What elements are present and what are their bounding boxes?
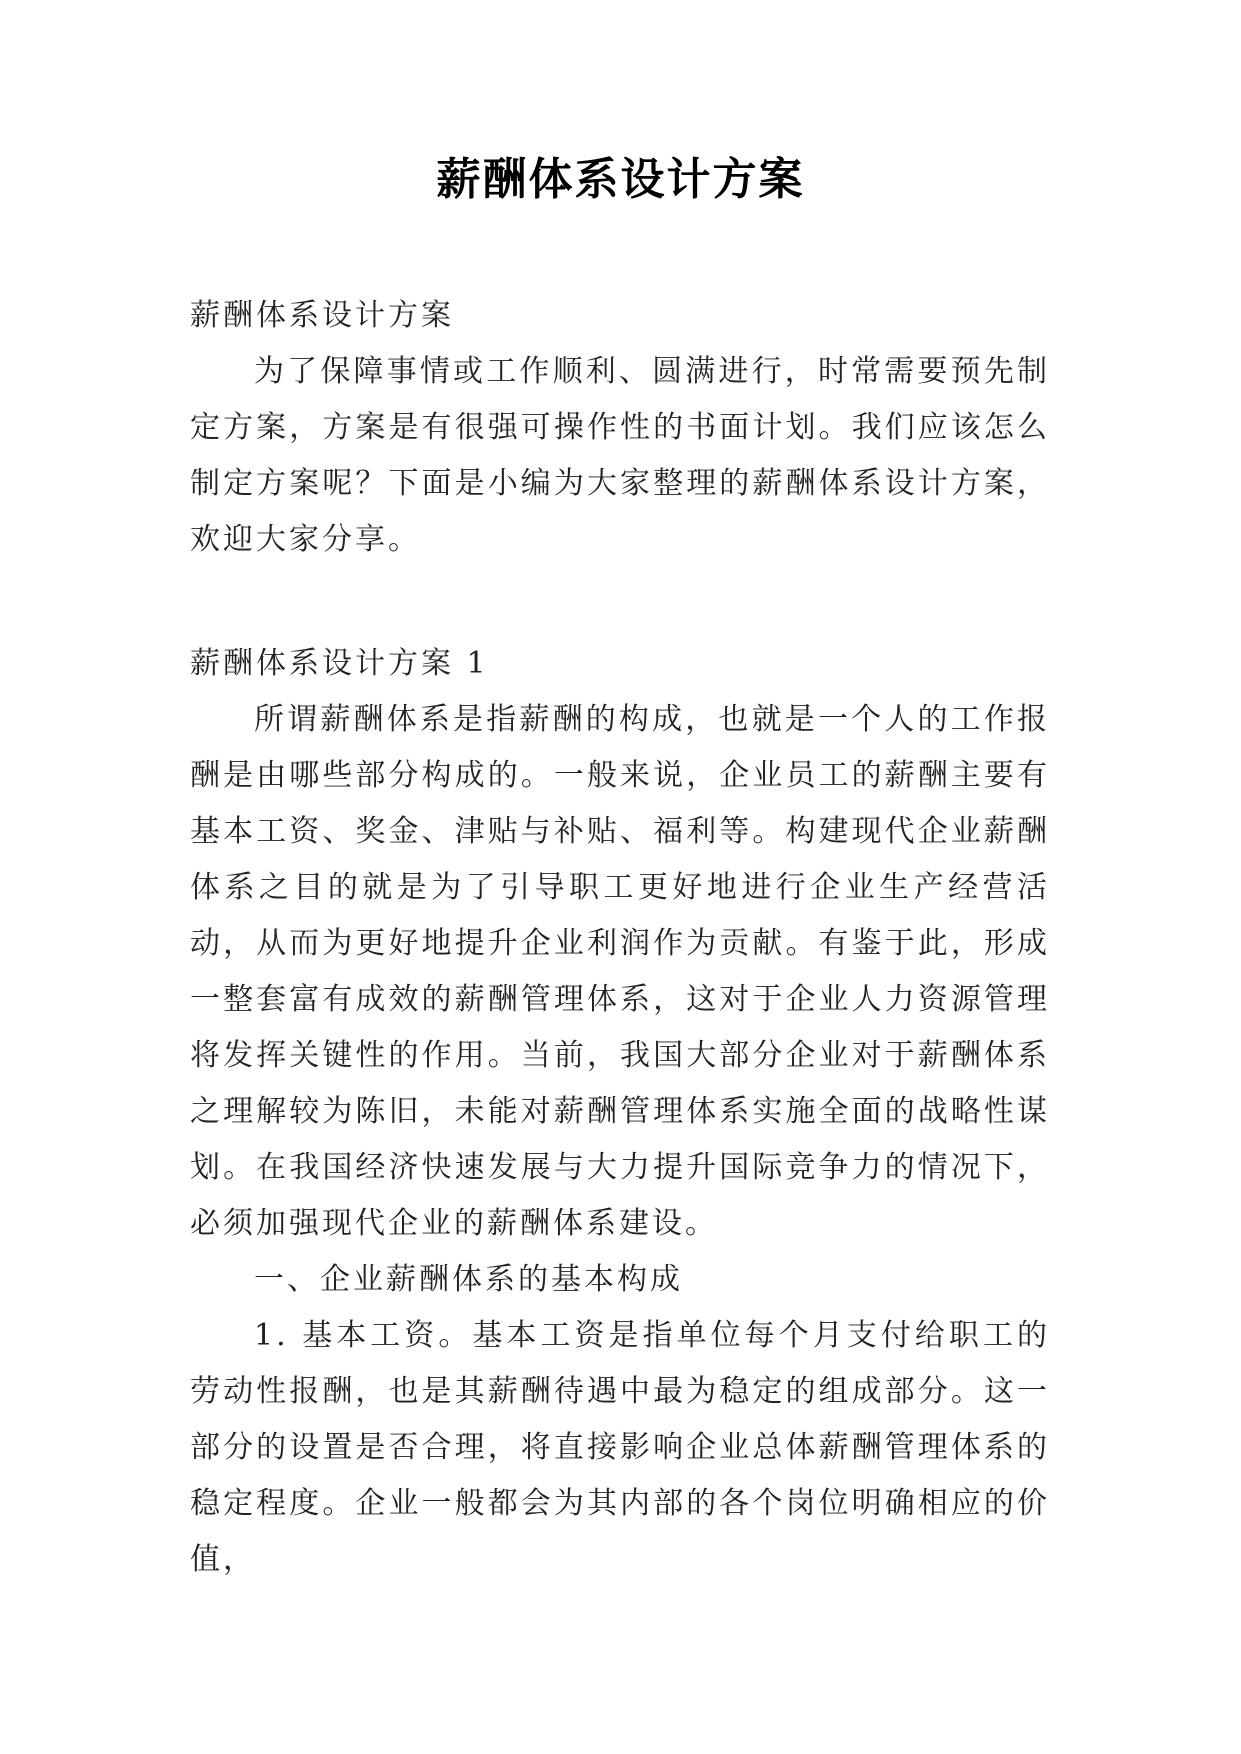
intro-section [190, 288, 1050, 568]
section-1-paragraph: 所谓薪酬体系是指薪酬的构成，也就是一个人的工作报酬是由哪些部分构成的。一般来说，企业员工的薪酬主要有基本工资、奖金、津贴与补贴、福利等。构建现代企业薪酬体系之目的就是为了引导职工更好地进行企业生产经营活动，从而为更好地提升企业利润作为贡献。有鉴于此，形成一整套富有成效的薪酬管理体系，这对于企业人力资源管理将发挥关键性的作用。当前，我国大部分企业对于薪酬体系之理解较为陈旧，未能对薪酬管理体系实施全面的战略性谋划。在我国经济快速发展与大力提升国际竞争力的情况下，必须加强现代企业的薪酬体系建设。 [190, 702, 1050, 1241]
section-1-subheading: 一、企业薪酬体系的基本构成 [254, 1262, 683, 1297]
document-title: 薪酬体系设计方案 [436, 154, 805, 205]
intro-paragraph: 为了保障事情或工作顺利、圆满进行，时常需要预先制定方案，方案是有很强可操作性的书面计划。我们应该怎么制定方案呢？下面是小编为大家整理的薪酬体系设计方案，欢迎大家分享。 [190, 354, 1050, 557]
section-1-label: 薪酬体系设计方案 1 [190, 646, 489, 681]
intro-label: 薪酬体系设计方案 [190, 298, 454, 333]
section-1 [190, 636, 1050, 1588]
section-1-item-1: 1. 基本工资。基本工资是指单位每个月支付给职工的劳动性报酬，也是其薪酬待遇中最为稳定的组成部分。这一部分的设置是否合理，将直接影响企业总体薪酬管理体系的稳定程度。企业一般都会为其内部的各个岗位明确相应的价值， [190, 1318, 1050, 1577]
